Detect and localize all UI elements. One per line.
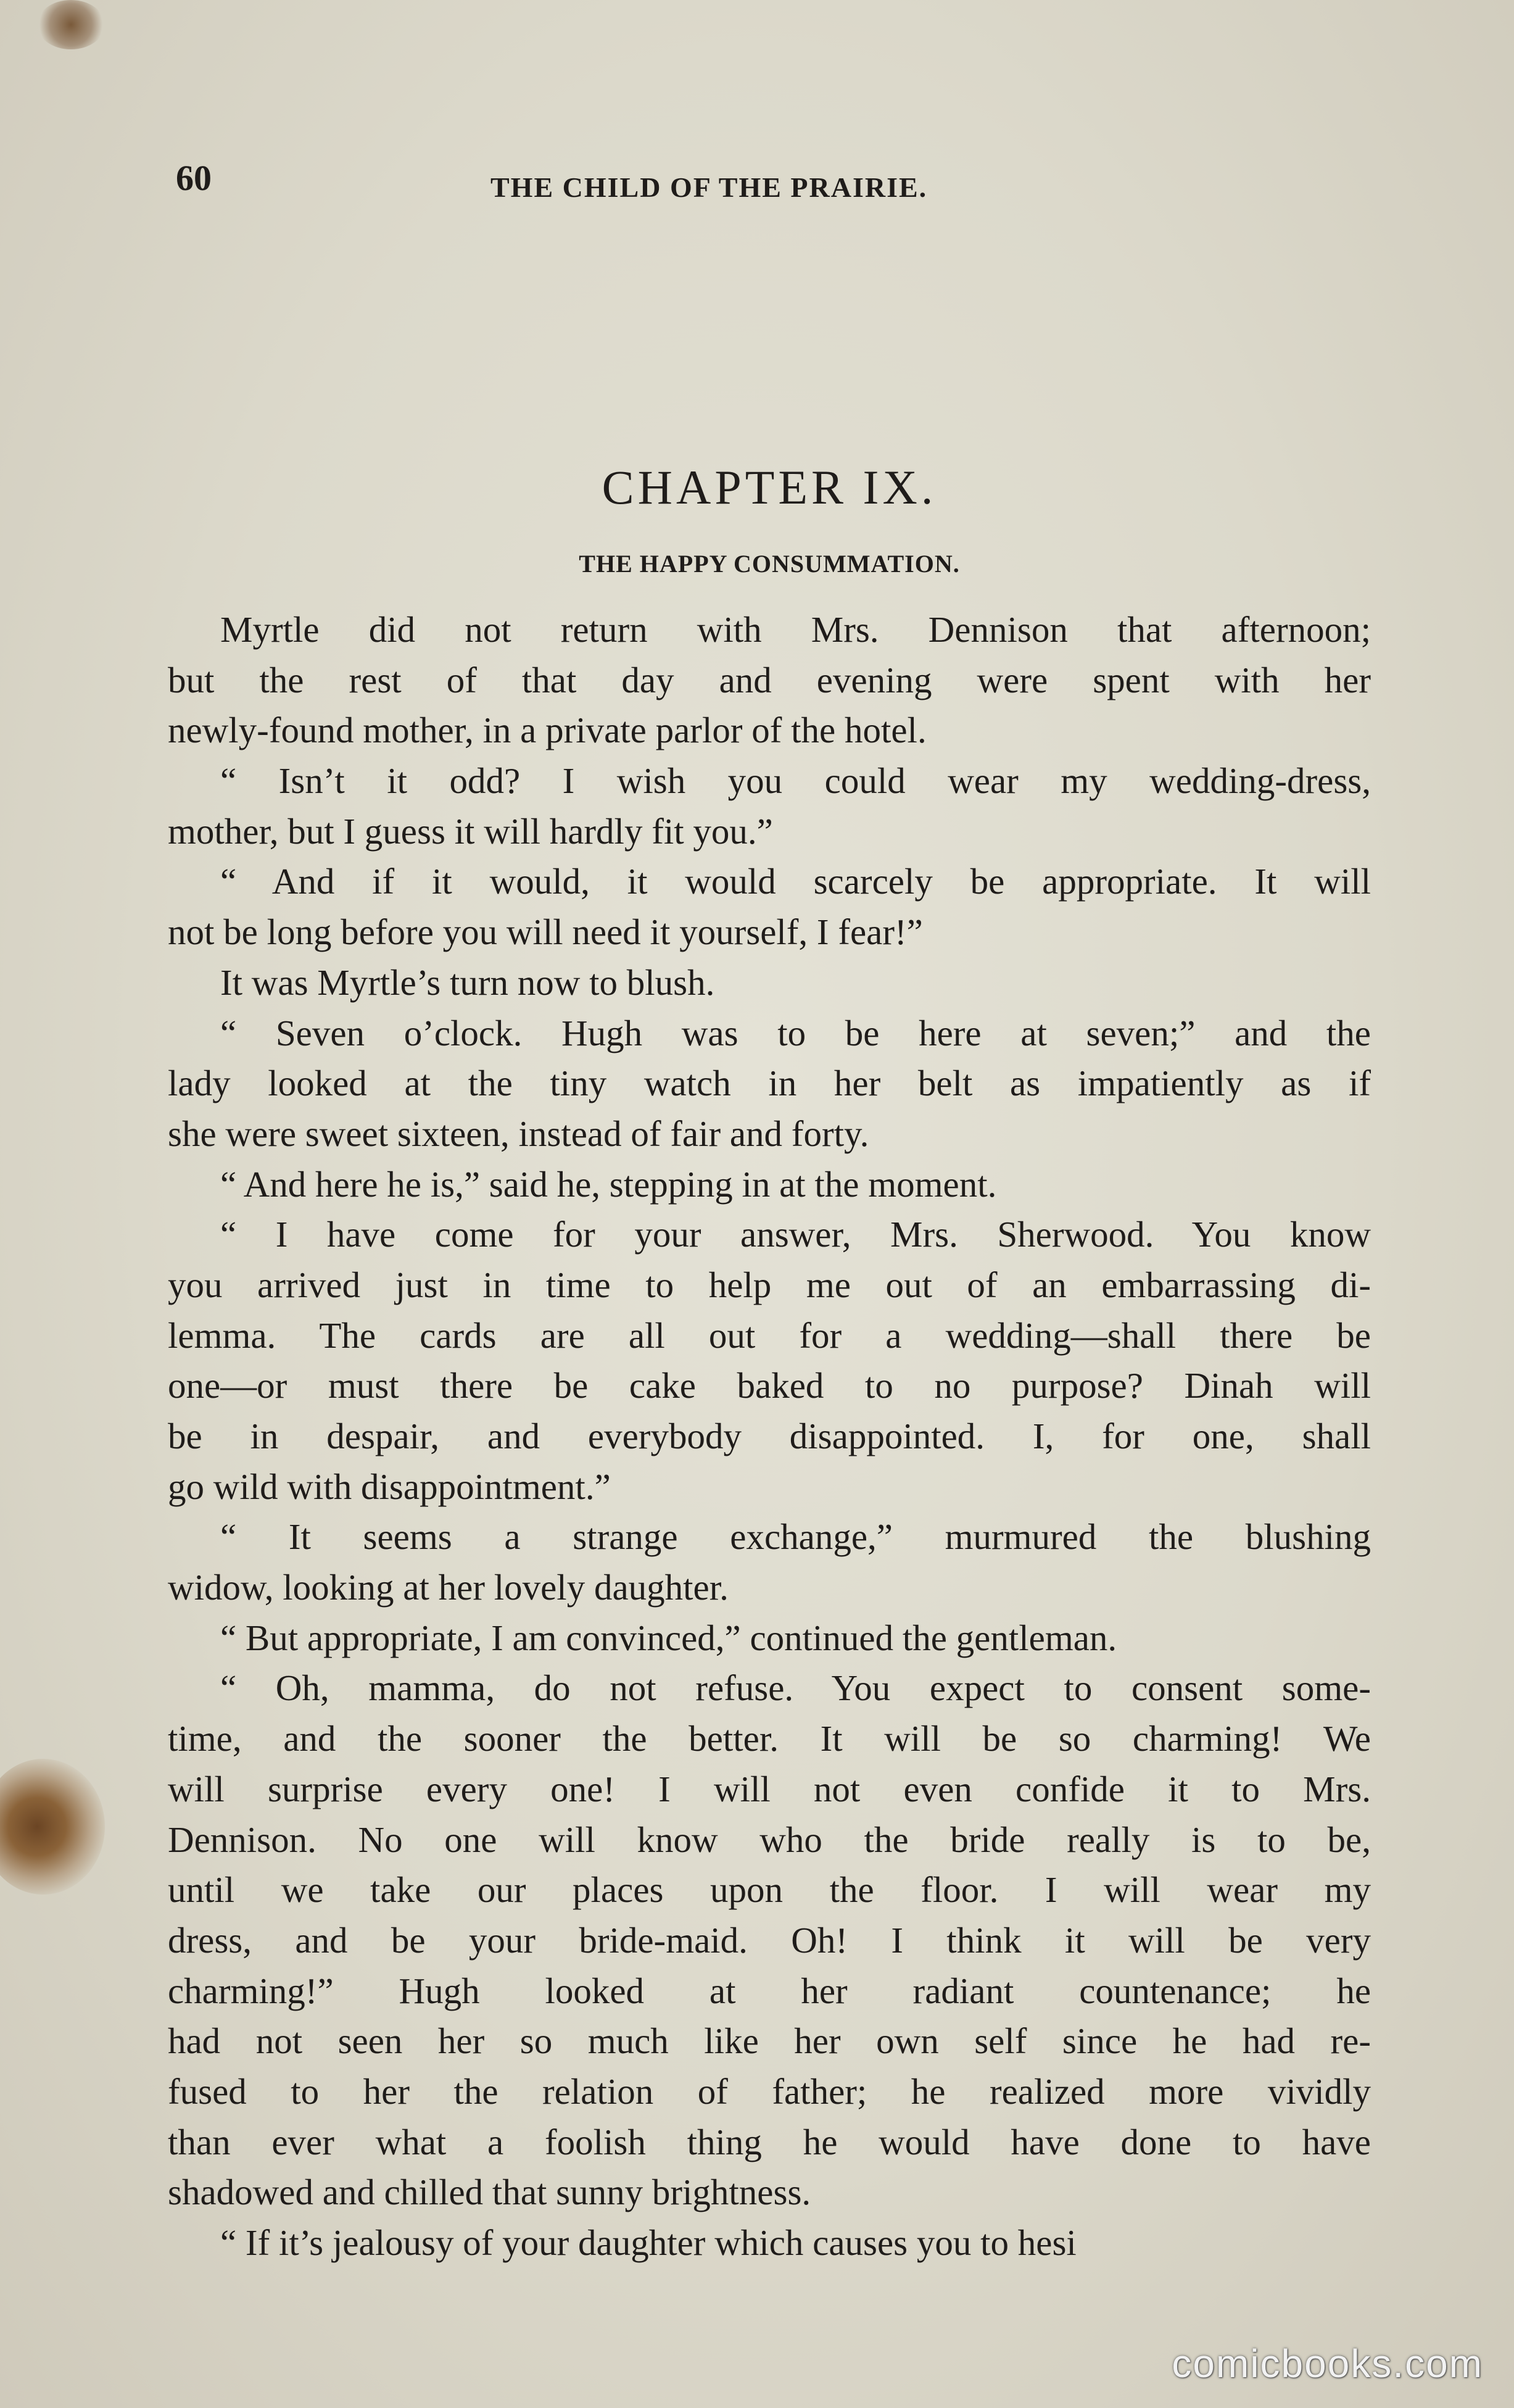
text-line: “ I have come for your answer, Mrs. Sherwood. You know bbox=[220, 1214, 1371, 1255]
text-line: lemma. The cards are all out for a wedding—shall there be bbox=[168, 1314, 1371, 1356]
text-line: she were sweet sixteen, instead of fair and forty. bbox=[168, 1113, 869, 1154]
text-line: had not seen her so much like her own self since he had re- bbox=[168, 2020, 1371, 2062]
text-line: dress, and be your bride-maid. Oh! I think it will be very bbox=[168, 1919, 1371, 1961]
text-line: fused to her the relation of father; he realized more vividly bbox=[168, 2070, 1371, 2112]
text-line: Dennison. No one will know who the bride really is to be, bbox=[168, 1819, 1371, 1860]
running-head: THE CHILD OF THE PRAIRIE. bbox=[490, 172, 928, 203]
text-line: shadowed and chilled that sunny brightness. bbox=[168, 2172, 811, 2213]
text-line: “ And if it would, it would scarcely be appropriate. It will bbox=[220, 861, 1371, 902]
text-line: “ And here he is,” said he, stepping in at the moment. bbox=[220, 1163, 997, 1205]
text-line: be in despair, and everybody disappointed. I, for one, shall bbox=[168, 1416, 1371, 1456]
text-line: go wild with disappointment.” bbox=[168, 1466, 611, 1507]
paper-stain-top bbox=[37, 0, 105, 49]
watermark: comicbooks.com bbox=[1172, 2341, 1483, 2386]
text-line: mother, but I guess it will hardly fit you.” bbox=[168, 810, 773, 852]
text-line: It was Myrtle’s turn now to blush. bbox=[220, 961, 715, 1003]
text-line: “ Isn’t it odd? I wish you could wear my wedding-dress, bbox=[220, 760, 1371, 802]
paper-stain-left bbox=[0, 1759, 105, 1895]
text-line: lady looked at the tiny watch in her belt as impatiently as if bbox=[168, 1063, 1371, 1104]
text-line: “ If it’s jealousy of your daughter which causes you to hesi bbox=[220, 2222, 1077, 2263]
text-line: “ Oh, mamma, do not refuse. You expect to consent some- bbox=[220, 1667, 1371, 1709]
chapter-title: CHAPTER IX. bbox=[602, 460, 937, 514]
text-line: time, and the sooner the better. It will be so charming! We bbox=[168, 1718, 1371, 1759]
text-line: Myrtle did not return with Mrs. Dennison that afternoon; bbox=[220, 609, 1371, 650]
text-line: than ever what a foolish thing he would have done to have bbox=[168, 2121, 1371, 2162]
text-line: “ But appropriate, I am convinced,” continued the gentleman. bbox=[220, 1617, 1117, 1658]
text-line: “ Seven o’clock. Hugh was to be here at seven;” and the bbox=[220, 1012, 1371, 1053]
page-number: 60 bbox=[176, 158, 212, 198]
text-line: newly-found mother, in a private parlor of the hotel. bbox=[168, 710, 927, 751]
text-line: but the rest of that day and evening were spent with her bbox=[168, 659, 1371, 700]
text-line: “ It seems a strange exchange,” murmured the blushing bbox=[220, 1516, 1371, 1558]
text-line: one—or must there be cake baked to no purpose? Dinah will bbox=[168, 1365, 1371, 1406]
text-line: you arrived just in time to help me out of an embarrassing di- bbox=[168, 1264, 1371, 1305]
text-line: widow, looking at her lovely daughter. bbox=[168, 1567, 729, 1608]
text-line: until we take our places upon the floor. I will wear my bbox=[168, 1869, 1371, 1911]
page-header bbox=[176, 157, 1379, 207]
text-line: charming!” Hugh looked at her radiant countenance; he bbox=[168, 1970, 1371, 2011]
text-line: not be long before you will need it yourself, I fear!” bbox=[168, 911, 923, 953]
chapter-subtitle: THE HAPPY CONSUMMATION. bbox=[579, 550, 960, 578]
text-line: will surprise every one! I will not even confide it to Mrs. bbox=[168, 1768, 1371, 1809]
body-text bbox=[168, 605, 1371, 2269]
